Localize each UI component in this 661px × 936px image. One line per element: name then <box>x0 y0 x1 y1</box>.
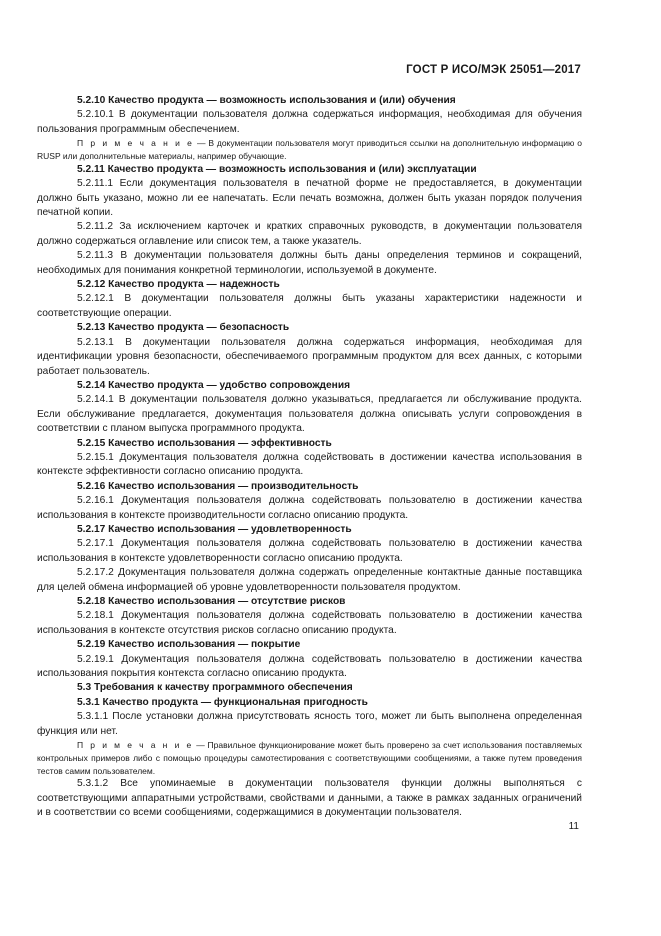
section-heading: 5.2.14 Качество продукта — удобство сопровождения <box>77 379 351 391</box>
paragraph: 5.2.16.1 Документация пользователя должна содействовать пользователю в достижении качества использования в контексте производительности согласно описанию продукта. <box>37 495 582 521</box>
section-heading: 5.2.19 Качество использования — покрытие <box>77 639 301 651</box>
page-number: 11 <box>568 821 579 832</box>
paragraph: 5.2.11.3 В документации пользователя должны быть даны определения терминов и сокращений, необходимых для понимания конкретной терминологии, используемой в документе. <box>37 250 582 276</box>
section-heading: 5.2.10 Качество продукта — возможность использования и (или) обучения <box>77 95 456 106</box>
note-label: П р и м е ч а н и е <box>77 138 195 149</box>
paragraph: 5.2.19.1 Документация пользователя должна содействовать пользователю в достижении качества использования покрытия контекста согласно описанию продукта. <box>37 653 582 680</box>
standard-header: ГОСТ Р ИСО/МЭК 25051—2017 <box>406 64 581 76</box>
paragraph: 5.2.14.1 В документации пользователя должно указываться, предлагается ли обслуживание продукта. Если обслуживание предлагается, документация пользователя должна описывать услуги сопровождения в соответствии с планом выпуска программного продукта. <box>37 394 582 435</box>
document-body <box>37 94 582 821</box>
section-heading: 5.2.15 Качество использования — эффективность <box>77 437 332 449</box>
paragraph: 5.2.15.1 Документация пользователя должна содействовать в достижении качества использования в контексте эффективности согласно описанию продукта. <box>37 451 582 478</box>
paragraph: 5.2.10.1 В документации пользователя должна содержаться информация, необходимая для обучения пользования программным обеспечением. <box>37 109 582 135</box>
paragraph: 5.2.11.2 За исключением карточек и кратких справочных руководств, в документации пользователя должно содержаться оглавление или список тем, а также указатель. <box>37 221 582 247</box>
section-heading: 5.3.1 Качество продукта — функциональная пригодность <box>77 696 368 708</box>
section-heading: 5.2.12 Качество продукта — надежность <box>77 279 280 291</box>
paragraph: 5.3.1.2 Все упоминаемые в документации пользователя функции должны выполняться с соответствующими аппаратными устройствами, свойствами и данными, а также в рамках заданных ограничений и в соответствии со всеми сообщениями, содержащимися в документации пользователя. <box>37 778 582 819</box>
paragraph: 5.2.18.1 Документация пользователя должна содействовать пользователю в достижении качества использования в контексте отсутствия рисков согласно описанию продукта. <box>37 610 582 636</box>
section-heading: 5.2.13 Качество продукта — безопасность <box>77 322 290 334</box>
paragraph: 5.2.17.1 Документация пользователя должна содействовать пользователю в достижении качества использования в контексте удовлетворенности согласно описанию продукта. <box>37 538 582 564</box>
paragraph: 5.2.17.2 Документация пользователя должна содержать определенные контактные данные поставщика для целей обмена информацией об уровне удовлетворенности пользователя продуктом. <box>37 567 582 593</box>
section-heading: 5.2.11 Качество продукта — возможность использования и (или) эксплуатации <box>77 163 477 175</box>
section-heading: 5.2.17 Качество использования — удовлетворенность <box>77 523 352 535</box>
section-heading: 5.2.16 Качество использования — производительность <box>77 480 359 492</box>
section-heading: 5.2.18 Качество использования — отсутствие рисков <box>77 596 346 607</box>
note <box>37 137 582 163</box>
note <box>37 739 582 777</box>
paragraph: 5.3.1.1 После установки должна присутствовать ясность того, может ли быть выполнена определенная функция или нет. <box>37 711 582 737</box>
note-text: — Правильное функционирование может быть проверено за счет использования поставляемых контрольных примеров либо с помощью процедуры самотестирования с соответствующими сообщениями, а также путем проведения тестов самим пользователем. <box>37 740 582 776</box>
paragraph: 5.2.13.1 В документации пользователя должна содержаться информация, необходимая для идентификации уровня безопасности, обеспечиваемого программным продуктом для всех данных, с которыми работает пользователь. <box>37 336 582 377</box>
paragraph: 5.2.12.1 В документации пользователя должны быть указаны характеристики надежности и соответствующие операции. <box>37 293 582 319</box>
paragraph: 5.2.11.1 Если документация пользователя в печатной форме не предоставляется, в документации должно быть указано, можно ли ее напечатать. Если печать возможна, должен быть указан порядок получения печатной копии. <box>37 178 582 219</box>
section-heading: 5.3 Требования к качеству программного обеспечения <box>77 682 353 694</box>
note-label: П р и м е ч а н и е <box>77 740 194 751</box>
note-text: — В документации пользователя могут приводиться ссылки на дополнительную информацию о RUSP или дополнительные материалы, например обучающие. <box>37 138 582 162</box>
